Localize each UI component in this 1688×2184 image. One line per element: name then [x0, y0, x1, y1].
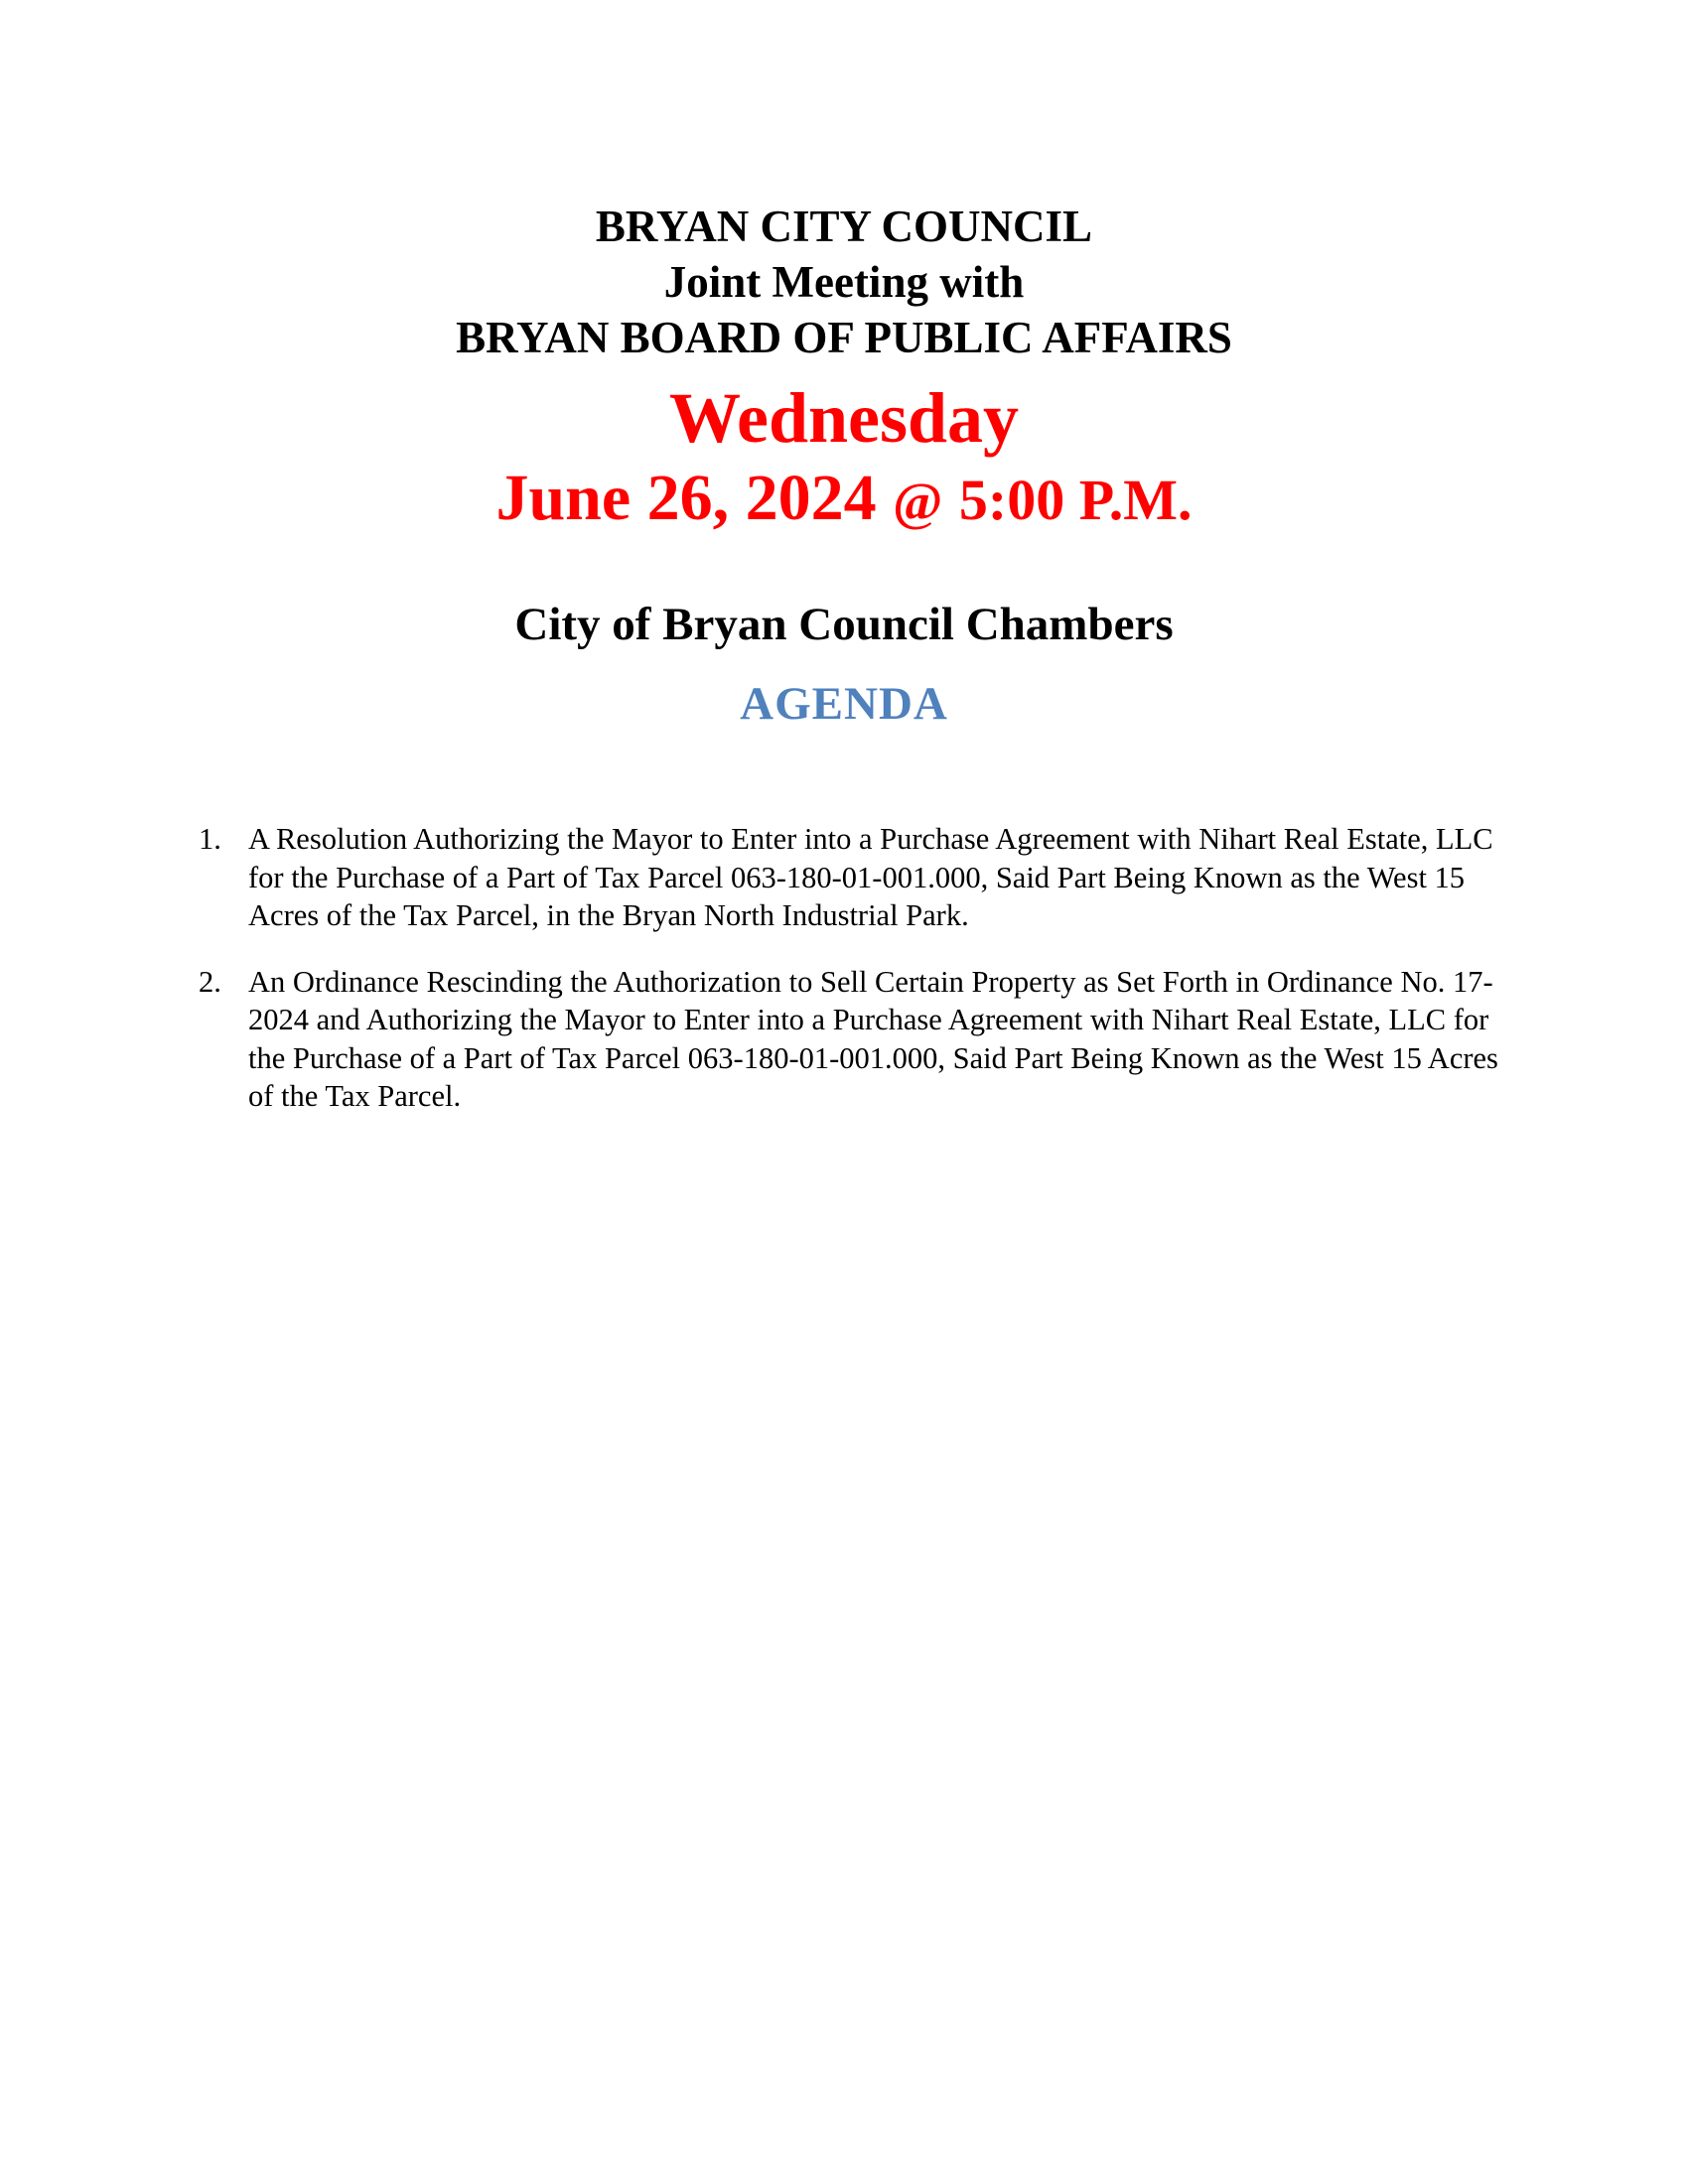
agenda-item — [199, 963, 1509, 1116]
agenda-list — [199, 820, 1509, 1144]
agenda-heading: AGENDA — [740, 678, 948, 730]
meeting-date: June 26, 2024 — [495, 462, 877, 534]
agenda-item-text: A Resolution Authorizing the Mayor to Enter into a Purchase Agreement with Nihart Real Estate, LLC for the Purchase of a Part of Tax Parcel 063-180-01-001.000, Said Part Being Known as the West 15 Acres of the Tax Parcel, in the Bryan North Industrial Park. — [248, 822, 1493, 932]
agenda-item-number: 1. — [199, 822, 221, 856]
meeting-date-time — [0, 459, 1688, 541]
agenda-item — [199, 820, 1509, 935]
meeting-venue: City of Bryan Council Chambers — [514, 599, 1174, 650]
meeting-day: Wednesday — [668, 378, 1020, 458]
document-header — [0, 199, 1688, 732]
board-title: BRYAN BOARD OF PUBLIC AFFAIRS — [456, 313, 1232, 362]
council-title: BRYAN CITY COUNCIL — [595, 202, 1093, 251]
agenda-item-number: 2. — [199, 964, 221, 999]
meeting-time: 5:00 P.M. — [958, 468, 1193, 532]
agenda-item-text: An Ordinance Rescinding the Authorization to Sell Certain Property as Set Forth in Ordinance No. 17-2024 and Authorizing the Mayor to Enter into a Purchase Agreement with Nihart Real Estate, LLC for the Purchase of a Part of Tax Parcel 063-180-01-001.000, Said Part Being Known as the West 15 Acres of the Tax Parcel. — [248, 964, 1498, 1113]
meeting-at-symbol: @ — [893, 472, 943, 531]
joint-meeting-line: Joint Meeting with — [663, 257, 1025, 307]
